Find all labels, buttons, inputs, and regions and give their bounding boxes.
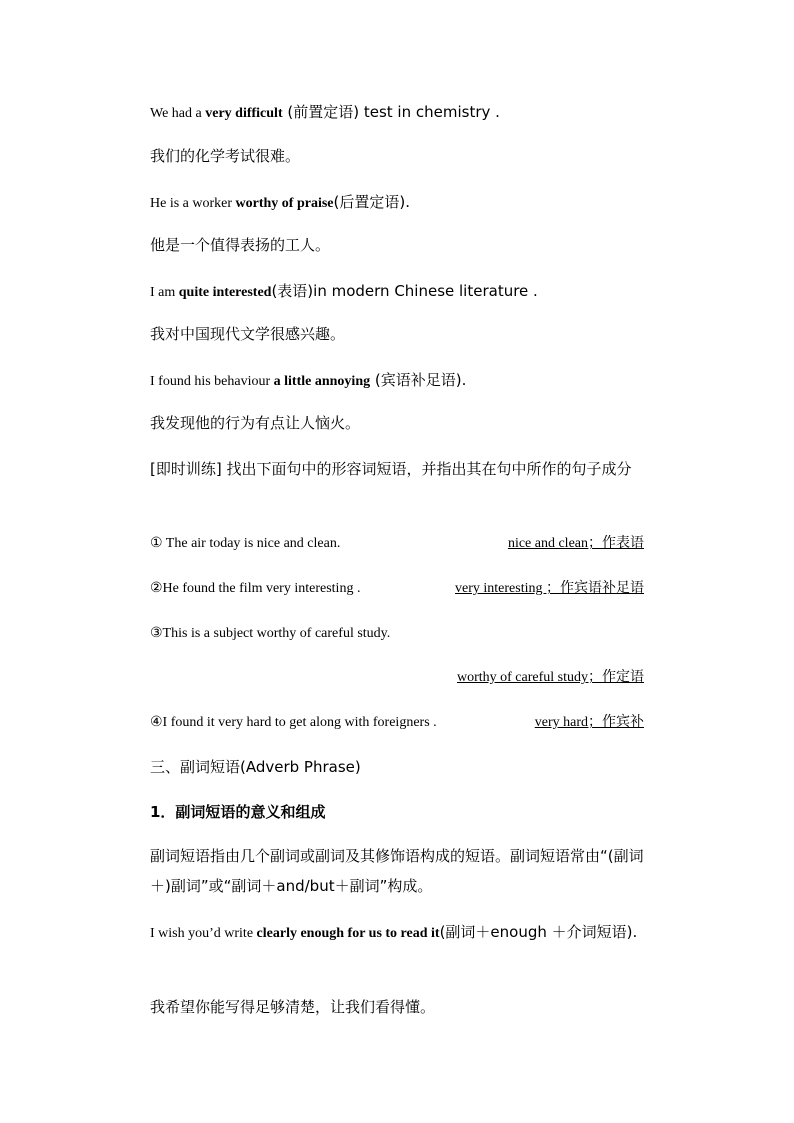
- exercise-1-answer: nice and clean；作表语: [507, 536, 644, 551]
- exercise-question: ④I found it very hard to get along with foreigners .: [150, 715, 437, 730]
- text: I found his behaviour: [150, 374, 274, 389]
- bold-phrase: clearly enough for us to read it: [256, 926, 440, 941]
- translation-2: 他是一个值得表扬的工人。: [150, 236, 331, 254]
- subsection-heading: 1．副词短语的意义和组成: [150, 803, 326, 821]
- example-sentence-2: [150, 191, 644, 215]
- translation-4: 我发现他的行为有点让人恼火。: [150, 414, 361, 432]
- translation-5: 我希望你能写得足够清楚，让我们看得懂。: [150, 998, 436, 1016]
- exercise-2-answer: very interesting ；作宾语补足语: [455, 581, 644, 596]
- text: He is a worker: [150, 196, 236, 211]
- text: (后置定语).: [333, 193, 411, 211]
- example-sentence-3: [150, 280, 644, 304]
- bold-phrase: worthy of praise: [235, 196, 334, 211]
- bold-phrase: very difficult: [205, 106, 283, 121]
- exercise-3: [150, 623, 644, 645]
- bold-phrase: quite interested: [178, 285, 272, 300]
- example-sentence-1: [150, 101, 644, 125]
- text: We had a: [150, 106, 206, 121]
- text: (表语)in modern Chinese literature .: [271, 282, 538, 300]
- exercise-question: ②He found the film very interesting .: [150, 581, 361, 596]
- example-sentence-4: [150, 369, 644, 393]
- exercise-instruction: [即时训练] 找出下面句中的形容词短语，并指出其在句中所作的句子成分: [150, 460, 632, 478]
- exercise-question: ③This is a subject worthy of careful study.: [150, 626, 391, 641]
- exercise-4-answer: very hard；作宾补: [534, 715, 644, 730]
- text: I am: [150, 285, 179, 300]
- bold-phrase: a little annoying: [273, 374, 371, 389]
- section-heading: 三、副词短语(Adverb Phrase): [150, 758, 361, 776]
- example-sentence-5: [150, 917, 644, 949]
- text: (副词＋enough ＋介词短语).: [439, 923, 638, 941]
- text: (宾语补足语).: [370, 371, 467, 389]
- section-paragraph: 副词短语指由几个副词或副词及其修饰语构成的短语。副词短语常由“(副词＋)副词”或“副词＋and/but＋副词”构成。: [150, 847, 644, 895]
- text: (前置定语) test in chemistry .: [282, 103, 500, 121]
- translation-1: 我们的化学考试很难。: [150, 147, 301, 165]
- translation-3: 我对中国现代文学很感兴趣。: [150, 325, 346, 343]
- exercise-question: ① The air today is nice and clean.: [150, 536, 341, 551]
- text: I wish you’d write: [150, 926, 257, 941]
- exercise-3-answer: worthy of careful study；作定语: [456, 670, 644, 685]
